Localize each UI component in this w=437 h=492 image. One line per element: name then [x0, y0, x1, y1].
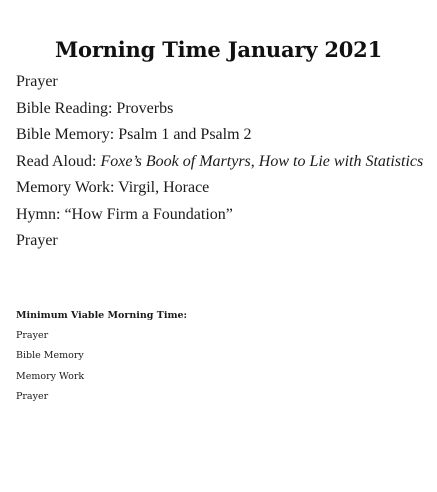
minimum-item-memory-work: Memory Work	[16, 370, 85, 382]
minimum-item-prayer-closing: Prayer	[16, 391, 49, 403]
read-aloud-book-1: Foxe’s Book of Martyrs	[100, 152, 251, 170]
list-item-read-aloud	[16, 149, 431, 176]
read-aloud-book-2: How to Lie with Statistics	[258, 152, 424, 170]
minimum-item-bible-memory: Bible Memory	[16, 350, 84, 362]
minimum-viable-section	[16, 306, 416, 408]
morning-time-list	[16, 69, 431, 255]
list-item-bible-reading: Bible Reading: Proverbs	[16, 99, 174, 117]
list-item-hymn: Hymn: “How Firm a Foundation”	[16, 205, 233, 223]
list-item-prayer-opening: Prayer	[16, 73, 58, 90]
list-item-memory-work: Memory Work: Virgil, Horace	[16, 179, 210, 196]
page-title: Morning Time January 2021	[54, 37, 383, 62]
list-item-prayer-closing: Prayer	[16, 232, 58, 249]
minimum-viable-heading: Minimum Viable Morning Time:	[16, 310, 188, 321]
read-aloud-label: Read Aloud:	[16, 152, 101, 170]
list-item-bible-memory: Bible Memory: Psalm 1 and Psalm 2	[16, 126, 252, 143]
minimum-item-prayer: Prayer	[16, 330, 49, 341]
read-aloud-separator: ,	[250, 152, 259, 170]
